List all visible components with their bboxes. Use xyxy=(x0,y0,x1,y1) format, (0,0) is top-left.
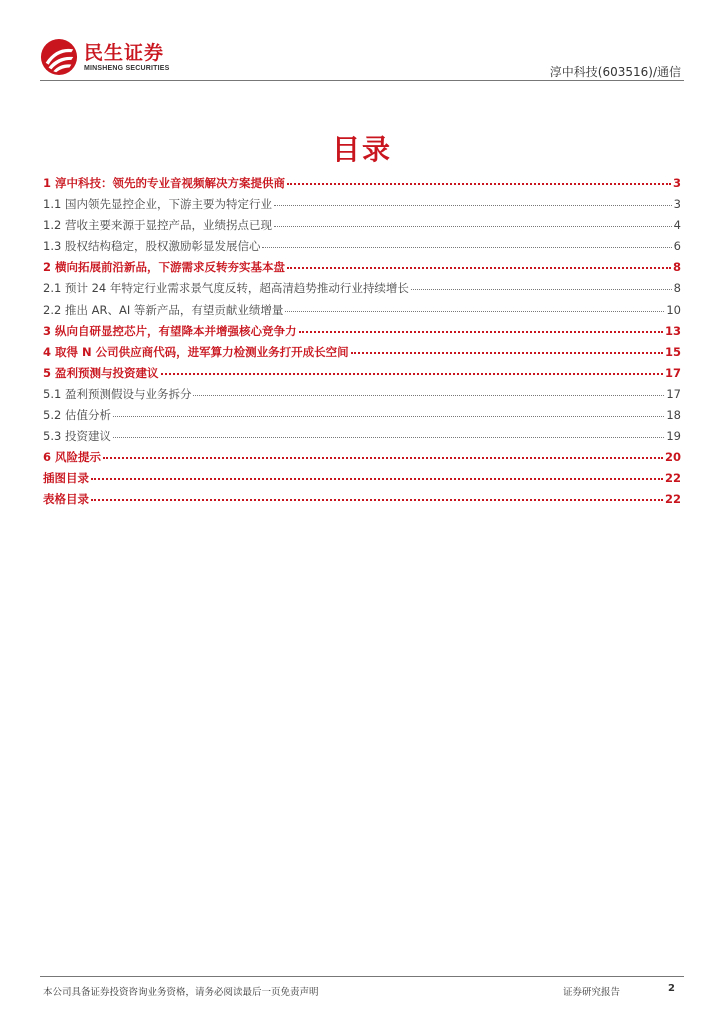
toc-leader-dots xyxy=(411,281,672,293)
toc-entry-page: 20 xyxy=(664,450,681,465)
toc-entry-title: 插图目录 xyxy=(43,471,89,486)
toc-title: 目录 xyxy=(331,133,392,166)
toc-leader-dots xyxy=(193,386,664,398)
toc-entry-page: 3 xyxy=(672,176,681,190)
toc-entry-title: 2.2 推出 AR、AI 等新产品，有望贡献业绩增量 xyxy=(43,302,284,317)
toc-leader-dots xyxy=(103,450,663,462)
toc-entry[interactable] xyxy=(43,470,681,491)
toc-entry-page: 22 xyxy=(664,471,681,486)
toc-entry-page: 6 xyxy=(673,239,681,254)
toc-entry-page: 8 xyxy=(673,281,681,296)
toc-entry[interactable] xyxy=(43,238,681,259)
toc-entry[interactable] xyxy=(43,302,681,323)
toc-entry[interactable] xyxy=(43,323,681,344)
toc-entry-page: 17 xyxy=(666,386,681,401)
toc-leader-dots xyxy=(287,176,671,188)
toc-entry-page: 8 xyxy=(672,260,681,275)
table-of-contents xyxy=(43,175,681,513)
toc-entry-title: 2.1 预计 24 年特定行业需求景气度反转，超高清趋势推动行业持续增长 xyxy=(43,281,409,296)
header-divider xyxy=(40,80,684,81)
toc-entry-page: 10 xyxy=(666,302,681,317)
toc-entry-title: 5.1 盈利预测假设与业务拆分 xyxy=(43,386,192,401)
toc-entry-title: 5.3 投资建议 xyxy=(43,429,111,444)
company-logo xyxy=(40,38,169,76)
toc-entry-title: 表格目录 xyxy=(43,492,89,507)
page-header xyxy=(0,0,724,90)
toc-leader-dots xyxy=(299,323,663,335)
logo-cn-text: 民生证券 xyxy=(84,42,165,64)
footer-report-type: 证券研究报告 xyxy=(563,987,621,998)
toc-leader-dots xyxy=(113,408,664,420)
toc-entry-title: 4 取得 N 公司供应商代码，进军算力检测业务打开成长空间 xyxy=(43,344,349,359)
toc-entry-page: 13 xyxy=(664,323,681,338)
toc-leader-dots xyxy=(161,365,663,377)
toc-entry[interactable] xyxy=(43,407,681,428)
logo-en-text: MINSHENG SECURITIES xyxy=(84,65,170,72)
toc-entry[interactable] xyxy=(43,344,681,365)
toc-entry-page: 19 xyxy=(666,429,681,444)
toc-leader-dots xyxy=(262,239,671,251)
footer-divider xyxy=(40,976,684,977)
toc-entry[interactable] xyxy=(43,175,681,196)
toc-entry[interactable] xyxy=(43,259,681,280)
toc-entry-page: 18 xyxy=(666,408,681,423)
toc-leader-dots xyxy=(91,471,663,483)
toc-entry[interactable] xyxy=(43,196,681,217)
page-number: 2 xyxy=(668,983,675,994)
toc-leader-dots xyxy=(285,302,664,314)
toc-leader-dots xyxy=(351,344,663,356)
toc-entry-title: 1 淳中科技：领先的专业音视频解决方案提供商 xyxy=(43,176,286,190)
toc-leader-dots xyxy=(274,197,672,209)
toc-entry[interactable] xyxy=(43,365,681,386)
toc-entry[interactable] xyxy=(43,449,681,470)
toc-entry-title: 1.2 营收主要来源于显控产品，业绩拐点已现 xyxy=(43,218,272,233)
toc-entry-title: 1.3 股权结构稳定，股权激励彰显发展信心 xyxy=(43,239,261,254)
toc-leader-dots xyxy=(287,260,671,272)
toc-entry-title: 2 横向拓展前沿新品，下游需求反转夯实基本盘 xyxy=(43,260,286,275)
toc-entry-title: 5 盈利预测与投资建议 xyxy=(43,365,159,380)
toc-entry[interactable] xyxy=(43,386,681,407)
toc-entry-page: 4 xyxy=(673,218,681,233)
toc-leader-dots xyxy=(113,429,664,441)
toc-leader-dots xyxy=(91,492,663,504)
footer-disclaimer: 本公司具备证券投资咨询业务资格，请务必阅读最后一页免责声明 xyxy=(43,987,319,998)
toc-entry-page: 15 xyxy=(664,344,681,359)
toc-entry-page: 22 xyxy=(664,492,681,507)
toc-entry[interactable] xyxy=(43,428,681,449)
toc-entry-title: 1.1 国内领先显控企业，下游主要为特定行业 xyxy=(43,197,272,212)
toc-entry-title: 5.2 估值分析 xyxy=(43,408,111,423)
toc-entry-title: 3 纵向自研显控芯片，有望降本并增强核心竞争力 xyxy=(43,323,297,338)
stock-identifier: 淳中科技(603516)/通信 xyxy=(549,65,681,79)
toc-entry[interactable] xyxy=(43,217,681,238)
toc-entry-page: 17 xyxy=(664,365,681,380)
toc-entry-title: 6 风险提示 xyxy=(43,450,102,465)
minsheng-logo-icon xyxy=(40,38,78,76)
toc-entry[interactable] xyxy=(43,491,681,512)
toc-entry[interactable] xyxy=(43,280,681,301)
toc-entry-page: 3 xyxy=(673,197,681,212)
toc-leader-dots xyxy=(274,218,672,230)
